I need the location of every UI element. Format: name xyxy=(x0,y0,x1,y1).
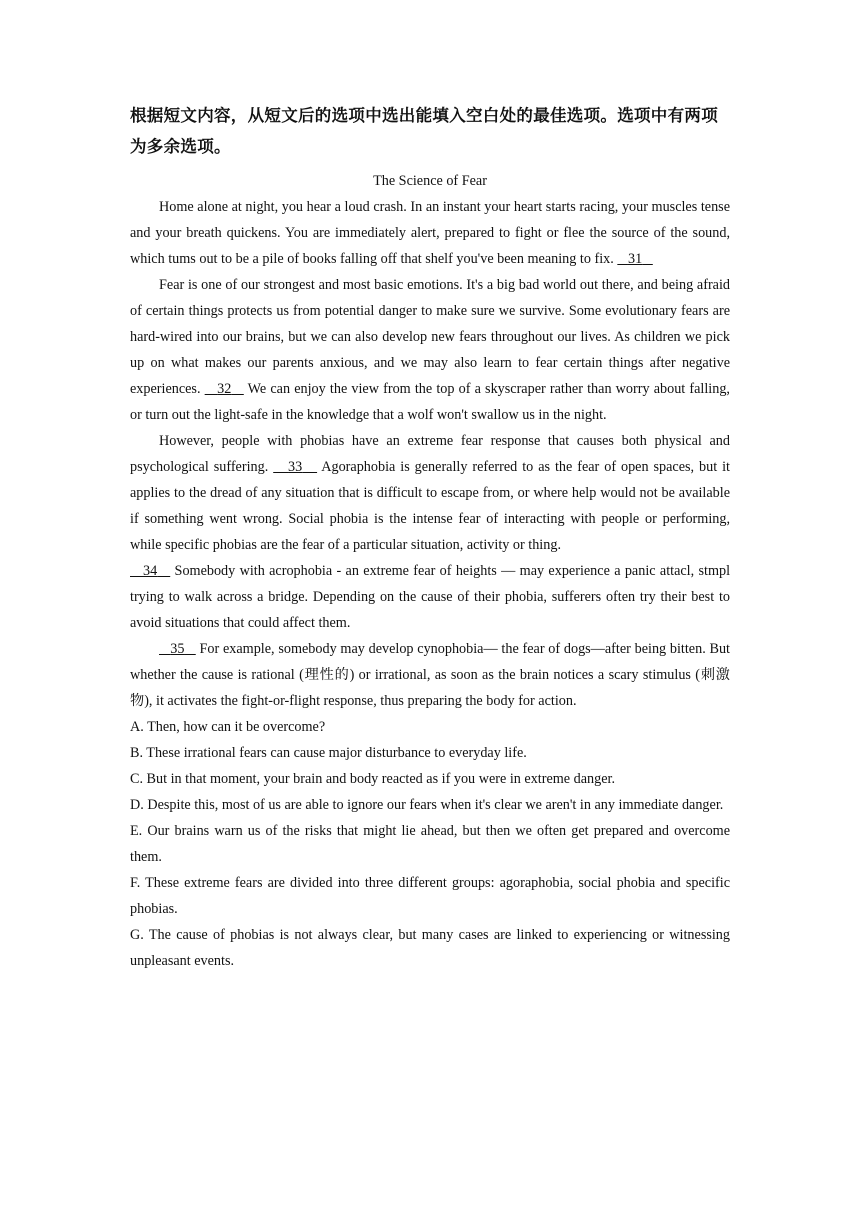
options-list xyxy=(130,714,730,974)
option-e: E. Our brains warn us of the risks that might lie ahead, but then we often get prepared and overcome them. xyxy=(130,823,730,865)
option-b: B. These irrational fears can cause major disturbance to everyday life. xyxy=(130,745,527,761)
paragraph-1 xyxy=(130,194,730,272)
option-c: C. But in that moment, your brain and body reacted as if you were in extreme danger. xyxy=(130,771,615,787)
blank-31: 31 xyxy=(627,251,643,267)
paragraph-text: Home alone at night, you hear a loud crash. In an instant your heart starts racing, your muscles tense and your breath quickens. You are immediately alert, prepared to fight or flee the source of the sound, which tums out to be a pile of books falling off that shelf you've been meaning to fix. xyxy=(130,199,730,267)
paragraph-text: For example, somebody may develop cynophobia— the fear of dogs—after being bitten. But whether the cause is rational (理性的) or irrational, as soon as the brain notices a scary stimulus (刺激物), it activates the fight-or-flight response, thus preparing the body for action. xyxy=(130,641,731,709)
blank-32: 32 xyxy=(217,381,232,397)
option-f: F. These extreme fears are divided into three different groups: agoraphobia, social phobia and specific phobias. xyxy=(130,875,730,917)
option-g: G. The cause of phobias is not always clear, but many cases are linked to experiencing or witnessing unpleasant events. xyxy=(130,927,730,969)
option-d: D. Despite this, most of us are able to ignore our fears when it's clear we aren't in any immediate danger. xyxy=(130,797,724,813)
document-page xyxy=(130,100,730,974)
passage-title: The Science of Fear xyxy=(373,173,487,189)
paragraph-text: We can enjoy the view from the top of a skyscraper rather than worry about falling, or turn out the light-safe in the knowledge that a wolf won't swallow us in the night. xyxy=(130,381,730,423)
paragraph-text: Fear is one of our strongest and most basic emotions. It's a big bad world out there, and being afraid of certain things protects us from potential danger to make sure we survive. Some evolutionary fears are hard-wired into our brains, but we can also develop new fears throughout our lives. As children we pick up on what makes our parents anxious, and we may also learn to fear certain things after negative experiences. xyxy=(130,277,730,397)
blank-35: 35 xyxy=(170,641,185,657)
paragraph-4 xyxy=(130,636,730,714)
paragraph-3-continued xyxy=(130,558,730,636)
paragraph-text: Somebody with acrophobia - an extreme fear of heights — may experience a panic attacl, stmpl trying to walk across a bridge. Depending on the cause of their phobia, sufferers often try their best to avoid situations that could affect them. xyxy=(130,563,731,631)
passage-body xyxy=(130,194,730,714)
paragraph-2 xyxy=(130,272,730,428)
paragraph-text: However, people with phobias have an extreme fear response that causes both physical and psychological suffering. xyxy=(130,433,730,475)
blank-33: 33 xyxy=(288,459,303,475)
option-a: A. Then, how can it be overcome? xyxy=(130,719,326,735)
paragraph-text: Agoraphobia is generally referred to as the fear of open spaces, but it applies to the dread of any situation that is difficult to escape from, or where help would not be available if something went wrong. Social phobia is the intense fear of interacting with people or performing, while specific phobias are the fear of a particular situation, activity or thing. xyxy=(130,459,730,553)
blank-34: 34 xyxy=(143,563,158,579)
paragraph-3 xyxy=(130,428,730,558)
instruction-text: 根据短文内容，从短文后的选项中选出能填入空白处的最佳选项。选项中有两项为多余选项。 xyxy=(130,106,718,156)
